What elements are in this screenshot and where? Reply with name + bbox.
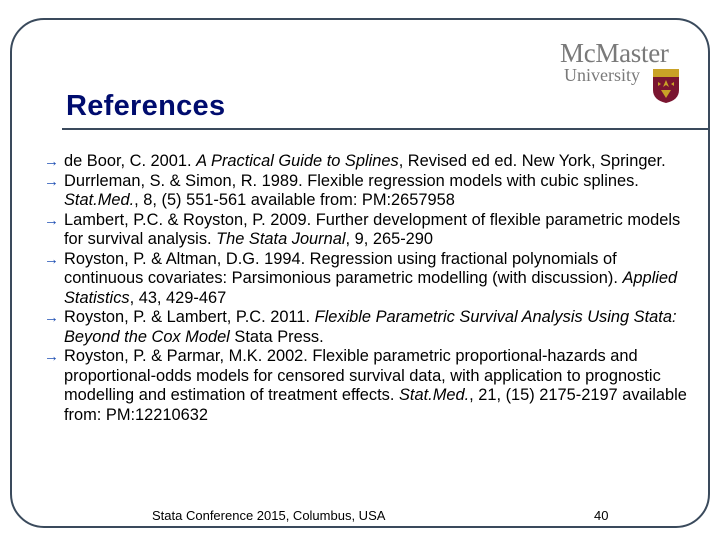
reference-text: Lambert, P.C. & Royston, P. 2009. Further development of flexible parametric models for survival analysis. <box>64 210 681 248</box>
reference-item <box>44 152 700 172</box>
reference-text: , Revised ed ed. New York, Springer. <box>398 152 666 170</box>
title-underline <box>62 128 710 130</box>
reference-italic: Flexible Parametric Survival Analysis Using Stata: Beyond the Cox Model <box>64 308 677 346</box>
reference-item <box>44 308 700 347</box>
reference-text: Royston, P. & Parmar, M.K. 2002. Flexible parametric proportional-hazards and proportional-odds models for censored survival data, with application to prognostic modelling and estimation of treatment effects. <box>64 347 661 404</box>
page-number: 40 <box>594 508 609 523</box>
reference-text: Stata Press. <box>229 327 324 346</box>
reference-text: Durrleman, S. & Simon, R. 1989. Flexible regression models with cubic splines. <box>64 171 639 190</box>
right-arrow-icon: → <box>44 309 59 326</box>
reference-text: , 43, 429-467 <box>129 288 227 307</box>
reference-italic: The Stata Journal <box>216 230 346 248</box>
reference-italic: Stat.Med. <box>64 191 135 209</box>
logo-subtitle: University <box>564 65 640 85</box>
reference-italic: A Practical Guide to Splines <box>196 152 399 170</box>
reference-text: , 21, (15) 2175-2197 available from: PM:12210632 <box>64 386 687 424</box>
right-arrow-icon: → <box>44 250 59 268</box>
reference-italic: Stat.Med. <box>398 386 470 404</box>
reference-text: de Boor, C. 2001. <box>64 152 197 170</box>
right-arrow-icon: → <box>44 153 59 170</box>
reference-item <box>44 211 700 250</box>
crest-icon <box>652 68 680 104</box>
right-arrow-icon: → <box>44 211 59 229</box>
slide-title: References <box>66 90 226 122</box>
mcmaster-logo <box>560 40 682 110</box>
reference-item <box>44 172 700 211</box>
reference-item <box>44 250 700 309</box>
reference-text: Royston, P. & Lambert, P.C. 2011. <box>64 308 315 326</box>
reference-text: , 9, 265-290 <box>345 230 433 248</box>
right-arrow-icon: → <box>44 348 59 365</box>
reference-text: Royston, P. & Altman, D.G. 1994. Regression using fractional polynomials of continuous covariates: Parsimonious parametric modelling (with discussion). <box>64 249 623 287</box>
footer-conference: Stata Conference 2015, Columbus, USA <box>152 508 386 523</box>
reference-italic: Applied Statistics <box>64 269 678 307</box>
logo-wordmark: McMaster <box>560 38 669 68</box>
references-list <box>44 152 700 425</box>
right-arrow-icon: → <box>44 172 59 190</box>
reference-text: , 8, (5) 551-561 available from: PM:2657958 <box>134 191 455 209</box>
reference-item <box>44 347 700 425</box>
